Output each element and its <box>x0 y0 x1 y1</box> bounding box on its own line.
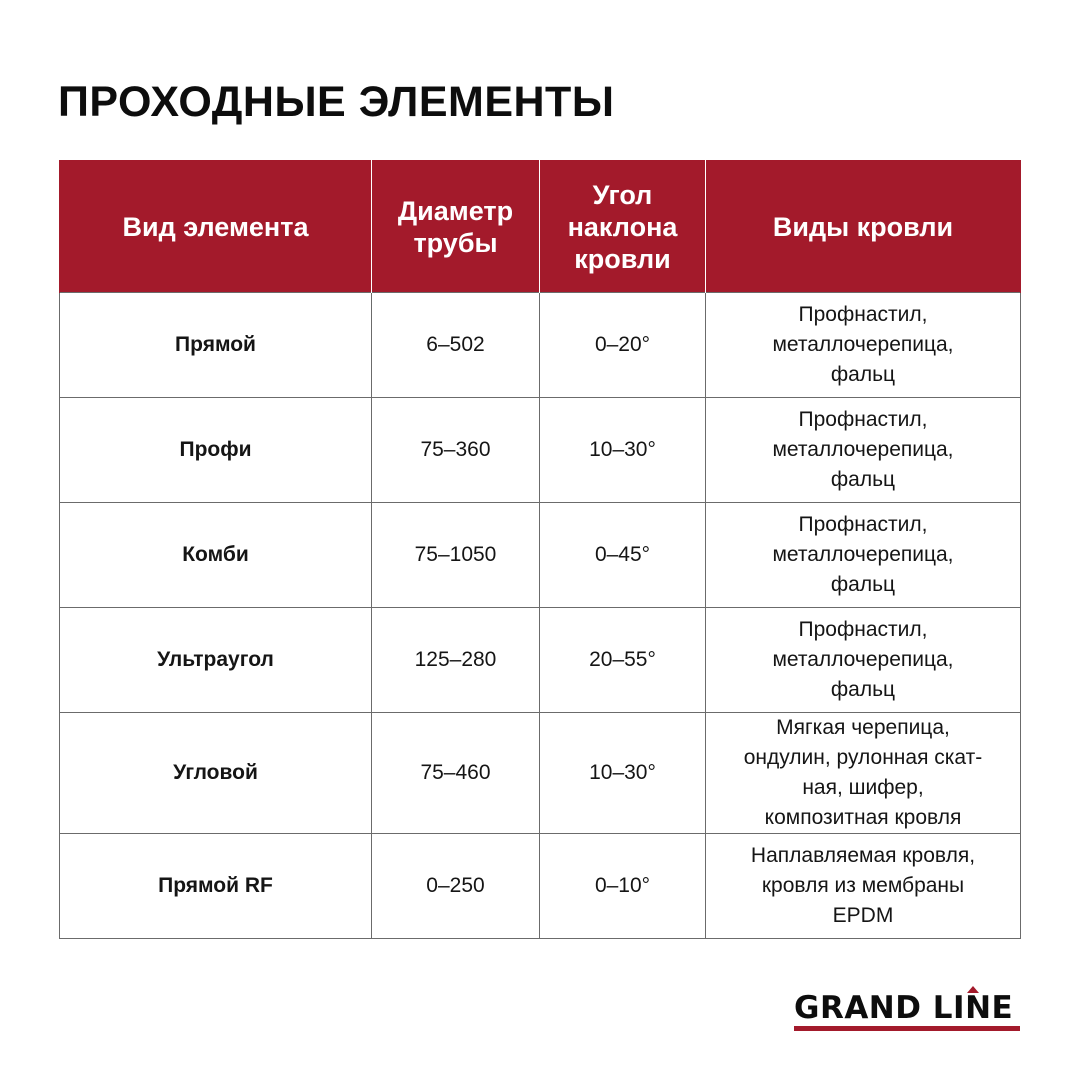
roof-type-line: фальц <box>830 363 896 386</box>
grand-line-logo <box>794 990 1024 1036</box>
table-body <box>60 293 1021 939</box>
header-roof-angle <box>540 161 706 293</box>
cell-element-name: Комби <box>60 503 372 608</box>
table-row <box>60 293 1021 398</box>
cell-element-name: Прямой <box>60 293 372 398</box>
header-pipe-diameter <box>372 161 540 293</box>
table-row <box>60 503 1021 608</box>
cell-roof-angle: 10–30° <box>540 398 706 503</box>
roof-type-line: ная, шифер, <box>802 776 924 799</box>
cell-element-name: Угловой <box>60 713 372 834</box>
cell-element-name: Ультраугол <box>60 608 372 713</box>
table-header <box>60 161 1021 293</box>
cell-roof-types <box>706 503 1021 608</box>
header-line: трубы <box>413 227 498 258</box>
cell-roof-angle: 20–55° <box>540 608 706 713</box>
table-row <box>60 713 1021 834</box>
roof-type-line: металлочерепица, <box>772 648 954 671</box>
cell-roof-types <box>706 398 1021 503</box>
cell-pipe-diameter: 6–502 <box>372 293 540 398</box>
logo-roof-arrow-icon <box>967 986 979 993</box>
roof-type-line: Наплавляемая кровля, <box>750 844 976 867</box>
logo-underline <box>794 1026 1020 1031</box>
table-header-row <box>60 161 1021 293</box>
elements-table <box>59 160 1021 939</box>
roof-type-line: композитная кровля <box>764 806 962 829</box>
roof-type-line: EPDM <box>832 904 894 927</box>
header-line: Диаметр <box>397 195 514 226</box>
cell-pipe-diameter: 125–280 <box>372 608 540 713</box>
table-row <box>60 834 1021 939</box>
header-line: наклона <box>567 211 678 242</box>
cell-roof-angle: 10–30° <box>540 713 706 834</box>
roof-type-line: ондулин, рулонная скат- <box>743 746 983 769</box>
table-row <box>60 398 1021 503</box>
roof-type-line: Профнастил, <box>798 408 928 431</box>
cell-pipe-diameter: 75–460 <box>372 713 540 834</box>
logo-text: GRAND LINE <box>794 990 1014 1026</box>
header-element-type <box>60 161 372 293</box>
header-roof-types <box>706 161 1021 293</box>
roof-type-line: металлочерепица, <box>772 333 954 356</box>
cell-element-name: Профи <box>60 398 372 503</box>
cell-roof-types <box>706 293 1021 398</box>
roof-type-line: Профнастил, <box>798 618 928 641</box>
roof-type-line: фальц <box>830 678 896 701</box>
elements-table-container <box>59 160 1020 939</box>
header-line: кровли <box>574 243 671 274</box>
cell-roof-types <box>706 834 1021 939</box>
roof-type-line: фальц <box>830 468 896 491</box>
cell-roof-types <box>706 608 1021 713</box>
header-line: Угол <box>592 179 653 210</box>
roof-type-line: Профнастил, <box>798 513 928 536</box>
roof-type-line: кровля из мембраны <box>761 874 965 897</box>
roof-type-line: Мягкая черепица, <box>776 716 950 739</box>
roof-type-line: Профнастил, <box>798 303 928 326</box>
roof-type-line: металлочерепица, <box>772 543 954 566</box>
cell-roof-angle: 0–10° <box>540 834 706 939</box>
cell-element-name: Прямой RF <box>60 834 372 939</box>
cell-roof-types <box>706 713 1021 834</box>
header-line: Вид элемента <box>122 211 309 242</box>
roof-type-line: металлочерепица, <box>772 438 954 461</box>
page-title: ПРОХОДНЫЕ ЭЛЕМЕНТЫ <box>58 78 615 126</box>
roof-type-line: фальц <box>830 573 896 596</box>
cell-roof-angle: 0–45° <box>540 503 706 608</box>
cell-pipe-diameter: 0–250 <box>372 834 540 939</box>
table-row <box>60 608 1021 713</box>
cell-pipe-diameter: 75–360 <box>372 398 540 503</box>
cell-roof-angle: 0–20° <box>540 293 706 398</box>
header-line: Виды кровли <box>772 211 954 242</box>
cell-pipe-diameter: 75–1050 <box>372 503 540 608</box>
